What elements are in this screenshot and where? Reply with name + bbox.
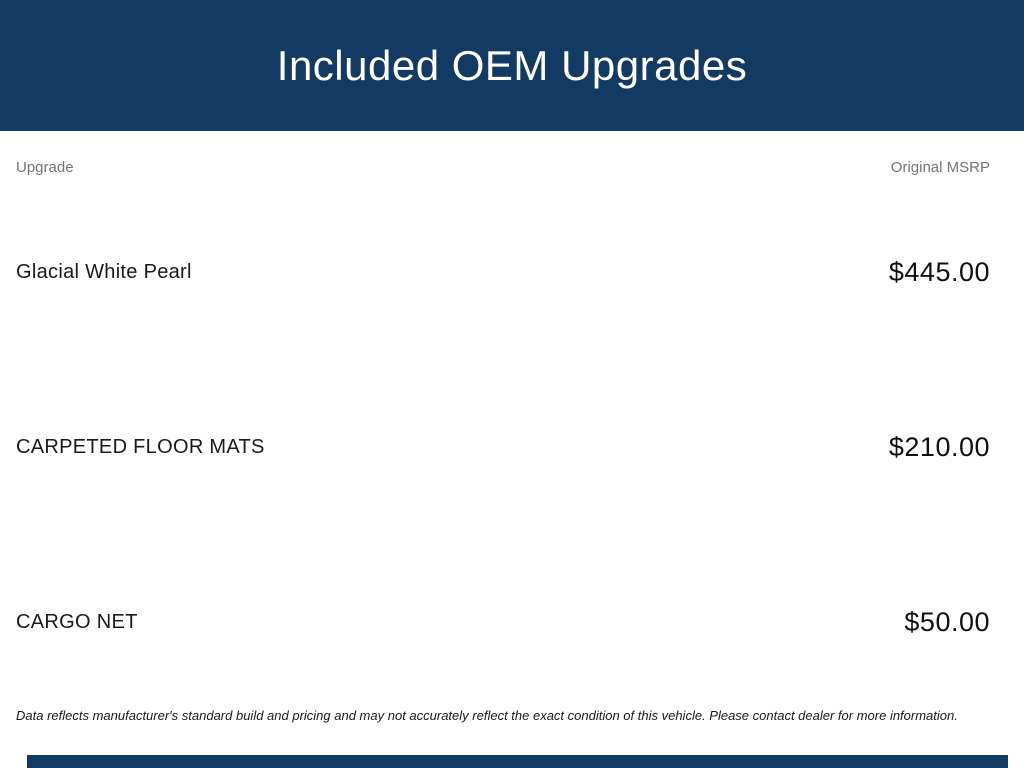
footer-bar [27,755,1008,768]
upgrade-msrp: $210.00 [888,431,990,462]
header-banner [0,0,1024,131]
disclaimer-text: Data reflects manufacturer's standard build and pricing and may not accurately reflect the exact condition of this vehicle. Please contact dealer for more information. [16,708,958,723]
table-column-headers [16,158,990,178]
table-row [16,602,990,642]
page-title: Included OEM Upgrades [276,41,748,89]
upgrade-msrp: $445.00 [888,256,990,287]
column-header-upgrade: Upgrade [16,159,74,176]
upgrade-name: CARGO NET [16,610,138,633]
column-header-original-msrp: Original MSRP [890,159,990,176]
upgrade-name: CARPETED FLOOR MATS [16,435,265,458]
upgrade-name: Glacial White Pearl [16,260,192,283]
table-row [16,427,990,467]
upgrade-msrp: $50.00 [904,606,990,637]
table-row [16,252,990,292]
